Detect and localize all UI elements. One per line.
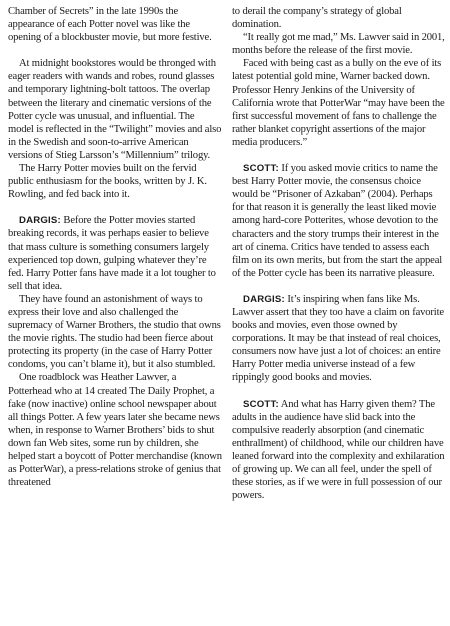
paragraph: The Harry Potter movies built on the fervid public enthusiasm for the books, written by J. K. Rowling, and fed back into it.	[8, 163, 207, 201]
dialogue-text: If you asked movie critics to name the best Harry Potter movie, the consensus choice would be “Prisoner of Azkaban” (2004). Perhaps for that reason it is generally the least liked movie among hard-core Potterites, whose devotion to the characters and the story trumps their interest in the art of cinema. Critics have tended to assess each film on its own merits, but from the start the appeal of the Potter cycle has been its narrative pleasure.	[232, 163, 443, 279]
dialogue-paragraph	[232, 162, 446, 280]
dialogue-text: It’s inspiring when fans like Ms. Lawver assert that they too have a claim on favorite books and movies, even those owned by corporations. It may be that instead of real choices, consumers now have just a lot of choices: an entire Harry Potter media universe instead of a few rippingly good books and movies.	[232, 293, 444, 384]
paragraph: Chamber of Secrets” in the late 1990s the appearance of each Potter novel was like the opening of a blockbuster movie, but more festive.	[8, 6, 212, 44]
dialogue-text: Before the Potter movies started breaking records, it was perhaps easier to believe that mass culture is something consumers largely experienced top down, gulping whatever they’re fed. Harry Potter fans have made it a lot tougher to sell that idea.	[8, 215, 216, 292]
paragraph: Faced with being cast as a bully on the eve of its latest potential gold mine, Warner backed down. Professor Henry Jenkins of the University of California wrote that PotterWar “may have been the first successful movement of fans to challenge the rather blanket copyright assertions of the major media producers.”	[232, 58, 445, 148]
paragraph: At midnight bookstores would be thronged with eager readers with wands and robes, round glasses and temporary lightning-bolt tattoos. The overlap between the literary and cinematic versions of the Potter cycle was unusual, and influential. The model is reflected in the “Twilight” movies and also in the Swedish and soon-to-arrive American versions of Stieg Larsson’s “Millennium” trilogy.	[8, 58, 222, 161]
paragraph: They have found an astonishment of ways to express their love and also challenged the supremacy of Warner Brothers, the studio that owns the movie rights. The studio had been fierce about protecting its property (in the case of Harry Potter condoms, you can’t blame it), but it also stumbled.	[8, 293, 221, 371]
left-column	[8, 5, 222, 489]
dialogue-text: And what has Harry given them? The adults in the audience have slid back into the compulsive readerly absorption (and cinematic enthrallment) of childhood, while our children have leaned forward into the complexity and exhilaration of growing up. We can all feel, under the spell of these stories, as if we were in full possession of our powers.	[232, 398, 445, 502]
paragraph: to derail the company’s strategy of global domination.	[232, 6, 402, 31]
speaker-label: SCOTT:	[243, 398, 279, 410]
speaker-label: SCOTT:	[243, 163, 279, 175]
right-column	[232, 5, 446, 502]
paragraph: One roadblock was Heather Lawver, a Potterhead who at 14 created The Daily Prophet, a fake (now inactive) online school newspaper about all things Potter. A few years later she became news when, in response to Warner Brothers’ bids to shut down fan Web sites, some run by children, she helped start a boycott of Potter merchandise (known as PotterWar), a press-relations stroke of genius that threatened	[8, 372, 222, 489]
speaker-label: DARGIS:	[19, 215, 61, 227]
speaker-label: DARGIS:	[243, 293, 285, 305]
dialogue-paragraph	[232, 293, 446, 385]
dialogue-paragraph	[232, 398, 446, 503]
paragraph: “It really got me mad,” Ms. Lawver said in 2001, months before the release of the first movie.	[232, 32, 445, 57]
dialogue-paragraph	[8, 214, 222, 293]
